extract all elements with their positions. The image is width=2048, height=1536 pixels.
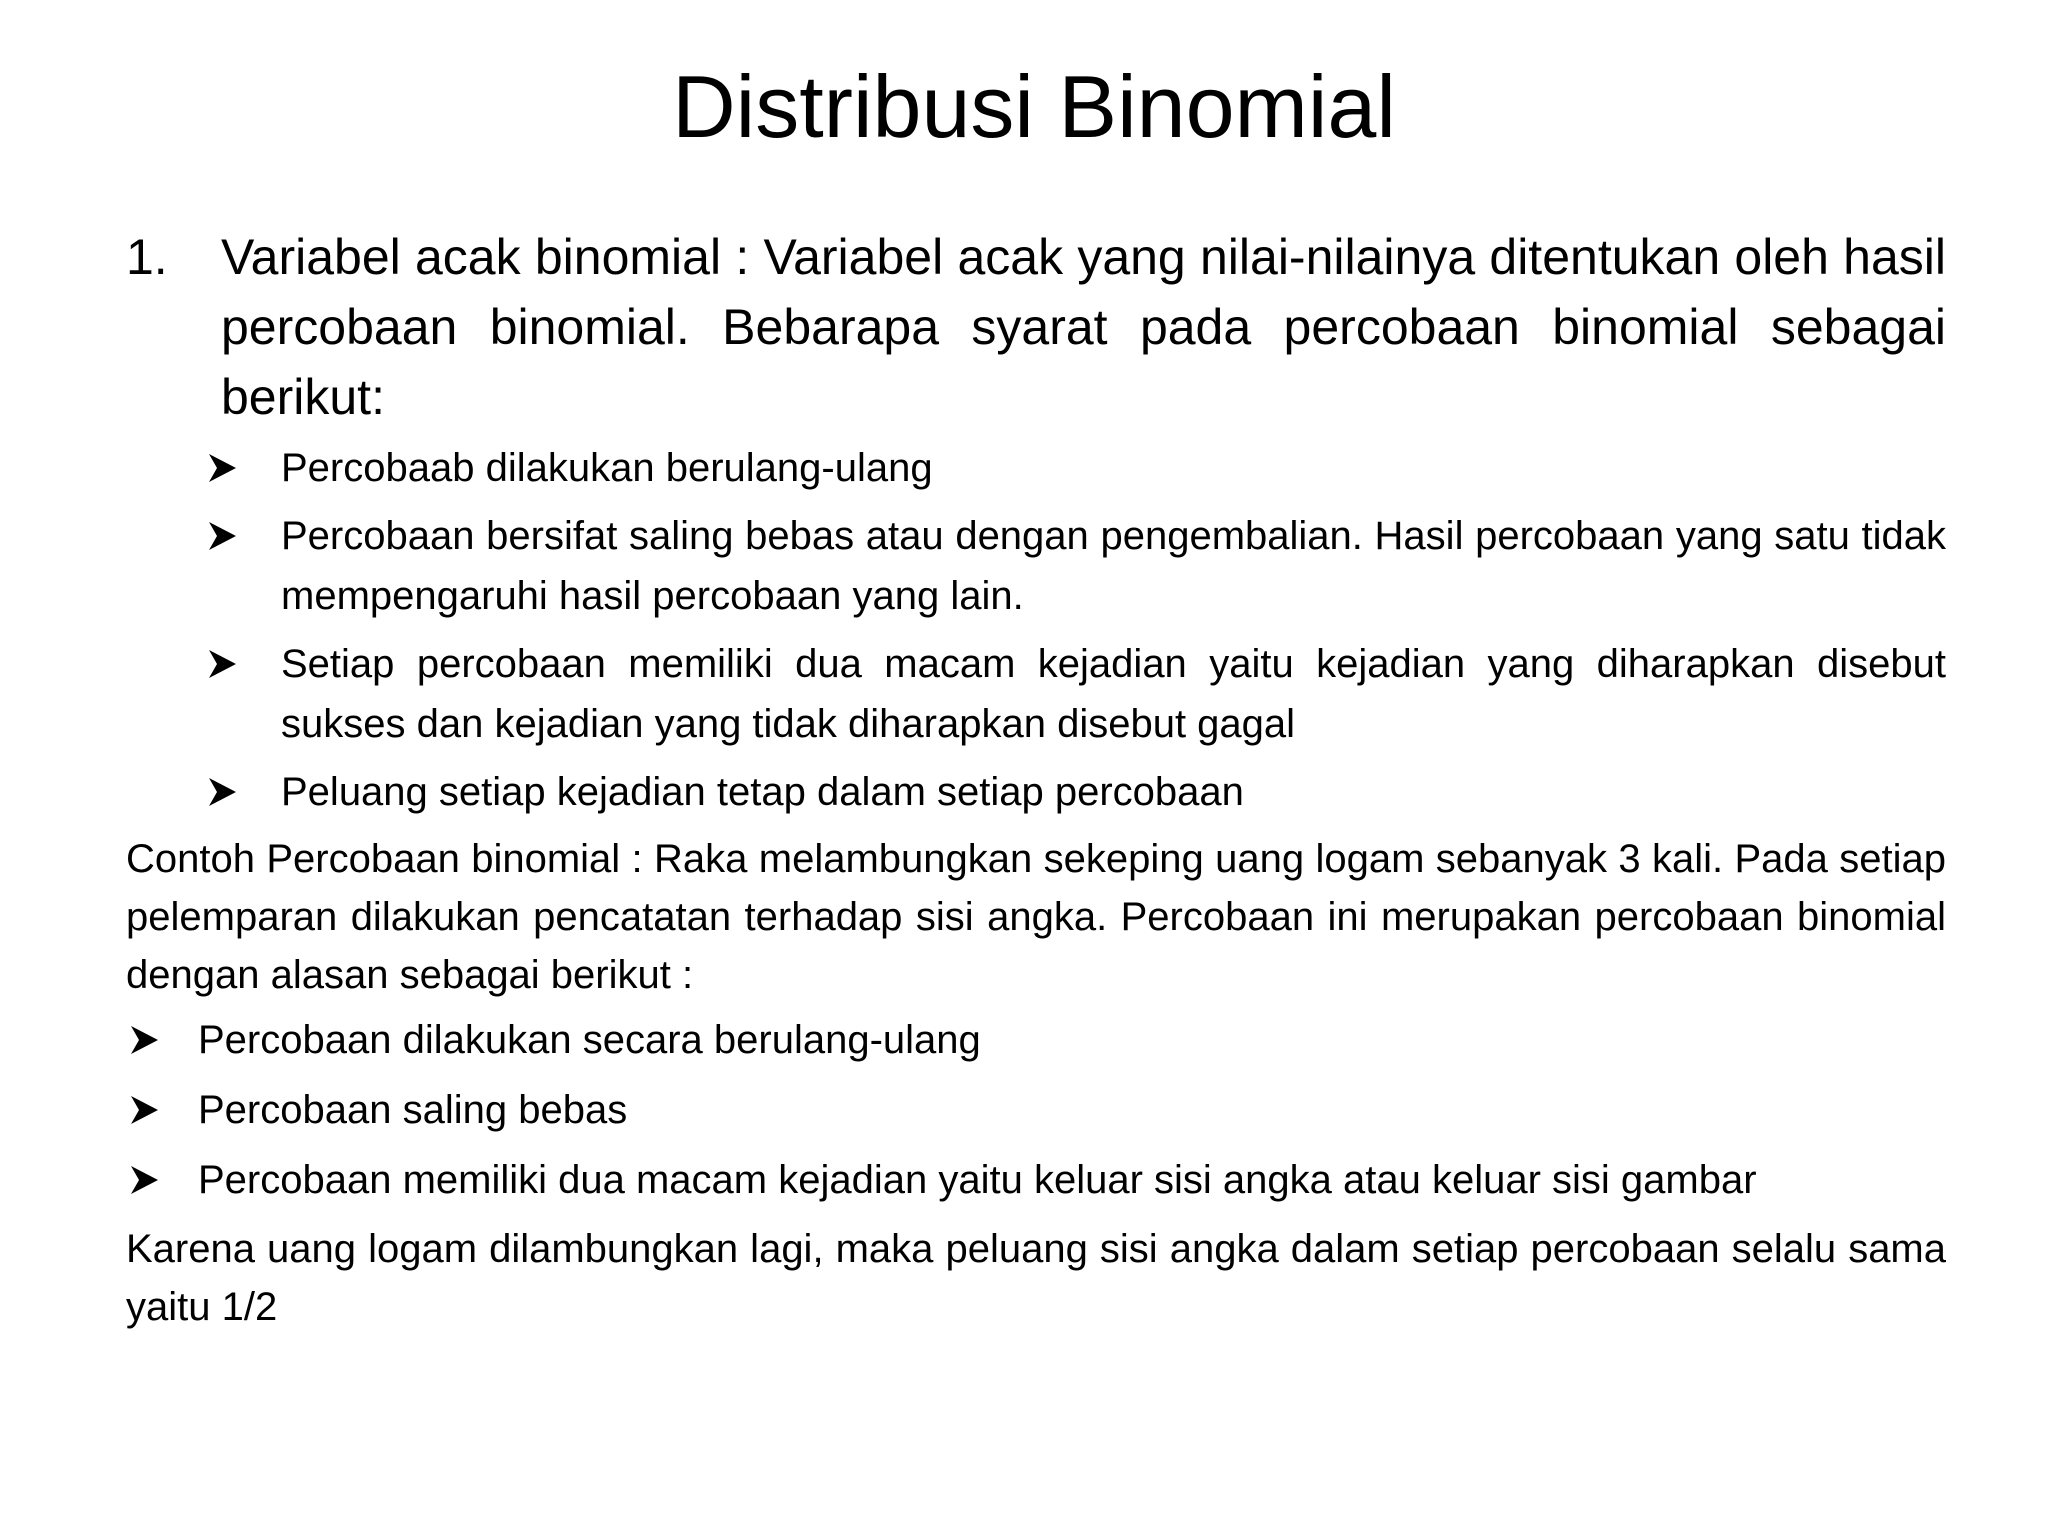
numbered-item-1 xyxy=(126,222,1946,432)
arrowhead-bullet-icon xyxy=(128,1164,160,1196)
arrowhead-bullet-icon xyxy=(206,520,238,552)
arrowhead-bullet-icon xyxy=(206,776,238,808)
list-item xyxy=(126,506,1946,626)
list-item-text: Percobaab dilakukan berulang-ulang xyxy=(281,446,933,490)
list-item-text: Percobaan bersifat saling bebas atau dengan pengembalian. Hasil percobaan yang satu tidak mempengaruhi hasil percobaan yang lain. xyxy=(281,514,1946,618)
list-item-text: Setiap percobaan memiliki dua macam kejadian yaitu kejadian yang diharapkan disebut sukses dan kejadian yang tidak diharapkan disebut gagal xyxy=(281,642,1946,746)
arrowhead-bullet-icon xyxy=(206,648,238,680)
example-reasons-list xyxy=(126,1010,1946,1210)
slide-title: Distribusi Binomial xyxy=(672,57,1396,156)
conclusion-text: Karena uang logam dilambungkan lagi, maka peluang sisi angka dalam setiap percobaan selalu sama yaitu 1/2 xyxy=(126,1227,1946,1329)
list-item-text: Percobaan saling bebas xyxy=(198,1088,628,1132)
list-item xyxy=(126,1010,1946,1070)
arrowhead-bullet-icon xyxy=(206,452,238,484)
slide-content xyxy=(126,222,1946,1336)
requirements-list xyxy=(126,438,1946,822)
list-item xyxy=(126,1080,1946,1140)
list-item xyxy=(126,1150,1946,1210)
list-item-text: Percobaan dilakukan secara berulang-ulang xyxy=(198,1018,981,1062)
example-intro: Contoh Percobaan binomial : Raka melambungkan sekeping uang logam sebanyak 3 kali. Pada setiap pelemparan dilakukan pencatatan terhadap sisi angka. Percobaan ini merupakan percobaan binomial dengan alasan sebagai berikut : xyxy=(126,837,1946,997)
list-item xyxy=(126,762,1946,822)
list-item xyxy=(126,438,1946,498)
arrowhead-bullet-icon xyxy=(128,1024,160,1056)
item-text: Variabel acak binomial : Variabel acak yang nilai-nilainya ditentukan oleh hasil percobaan binomial. Bebarapa syarat pada percobaan binomial sebagai berikut: xyxy=(221,229,1946,425)
item-number: 1. xyxy=(126,229,168,285)
list-item xyxy=(126,634,1946,754)
list-item-text: Peluang setiap kejadian tetap dalam setiap percobaan xyxy=(281,770,1244,814)
arrowhead-bullet-icon xyxy=(128,1094,160,1126)
list-item-text: Percobaan memiliki dua macam kejadian yaitu keluar sisi angka atau keluar sisi gambar xyxy=(198,1158,1757,1202)
